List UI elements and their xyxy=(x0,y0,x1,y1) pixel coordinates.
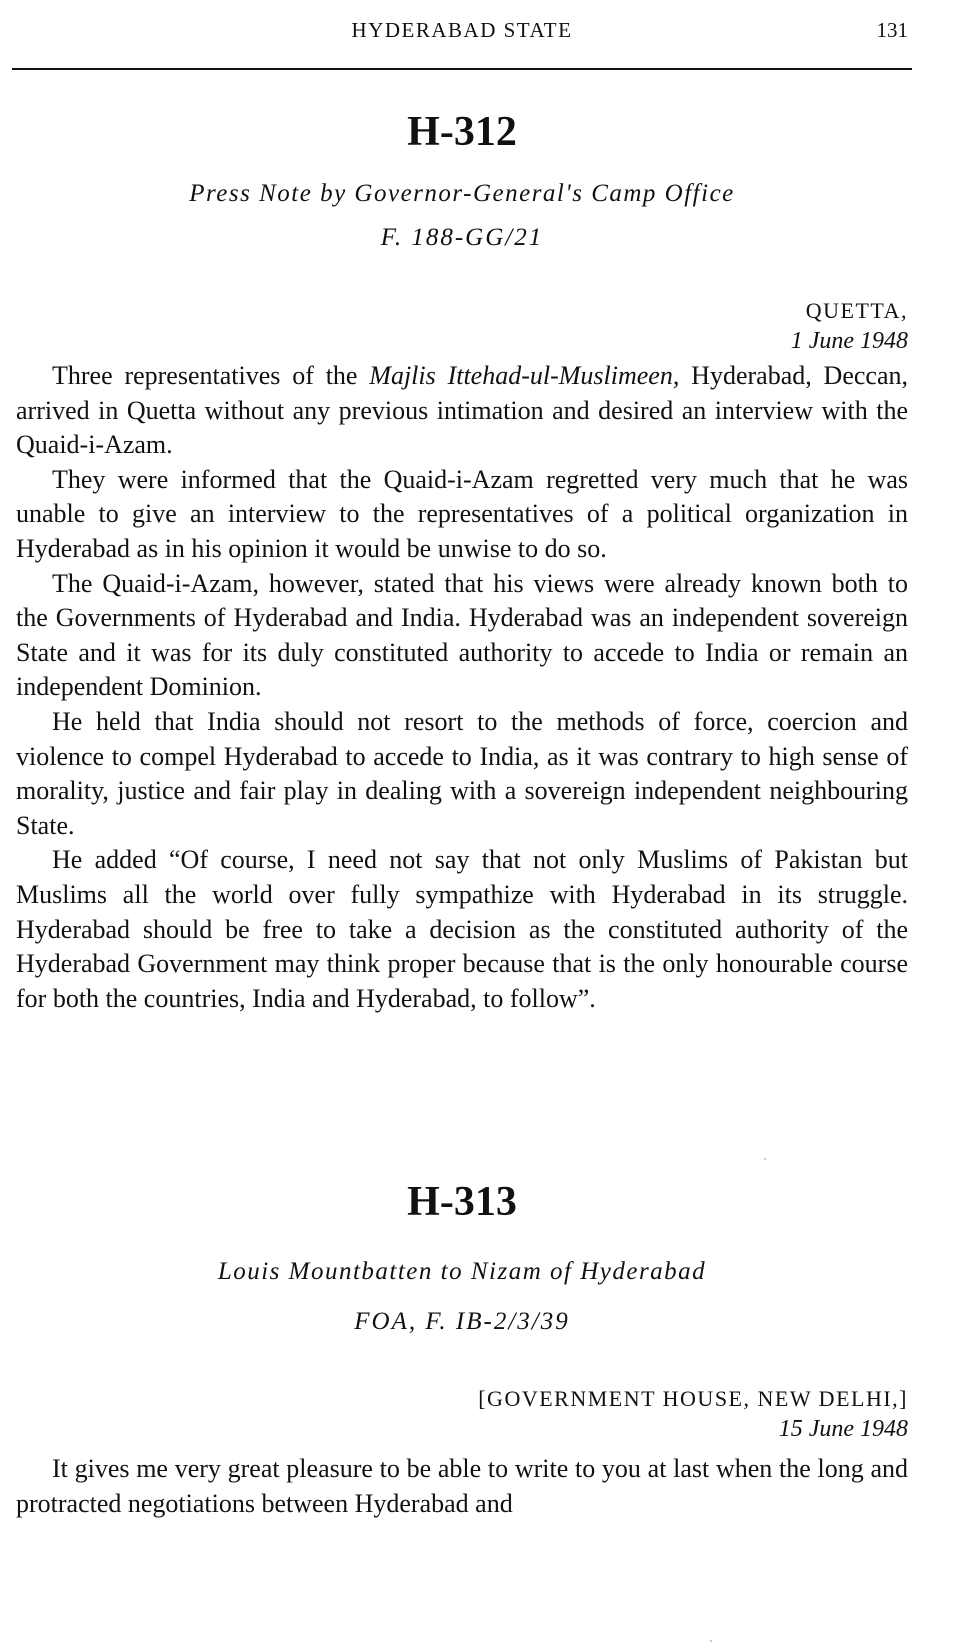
body-paragraph: It gives me very great pleasure to be able to write to you at last when the long and protracted negotiations between Hyderabad and xyxy=(16,1454,908,1518)
dateline-place: [GOVERNMENT HOUSE, NEW DELHI,] xyxy=(478,1386,908,1411)
dateline-date: 15 June 1948 xyxy=(778,1416,908,1442)
page-number: 131 xyxy=(876,18,908,42)
paper-speck xyxy=(710,1640,712,1642)
document-h313 xyxy=(16,1178,908,1521)
dateline-place: QUETTA, xyxy=(805,298,908,323)
document-h312 xyxy=(16,108,908,1016)
paragraph-text: Hyderabad, Deccan, arrived in Quetta without any previous intimation and desired an interview with the Quaid-i-Azam. xyxy=(16,361,908,460)
italic-term: Majlis Ittehad-ul-Muslimeen, xyxy=(369,361,680,390)
running-head xyxy=(16,18,908,46)
book-page xyxy=(16,0,908,1651)
body-paragraph: The Quaid-i-Azam, however, stated that his views were already known both to the Governments of Hyderabad and India. Hyderabad was an independent sovereign State and it was for its duly constituted authority to accede to India or remain an independent Dominion. xyxy=(16,568,908,702)
document-reference: FOA, F. IB-2/3/39 xyxy=(354,1308,570,1335)
paragraph-text: Three representatives of the xyxy=(52,361,370,390)
paper-speck xyxy=(764,1158,766,1160)
document-description: Press Note by Governor-General's Camp Office xyxy=(189,180,735,207)
document-reference: F. 188-GG/21 xyxy=(380,224,544,251)
body-paragraph: They were informed that the Quaid-i-Azam regretted very much that he was unable to give an interview to the representatives of a political organization in Hyderabad as in his opinion it would be unwise to do so. xyxy=(16,464,908,563)
body-paragraph xyxy=(16,359,908,463)
document-description: Louis Mountbatten to Nizam of Hyderabad xyxy=(217,1258,707,1285)
document-number: H-312 xyxy=(407,109,517,155)
document-number: H-313 xyxy=(407,1179,517,1225)
header-rule xyxy=(12,68,912,70)
dateline-date: 1 June 1948 xyxy=(790,328,908,354)
running-title: HYDERABAD STATE xyxy=(351,18,573,42)
body-paragraph: He held that India should not resort to the methods of force, coercion and violence to compel Hyderabad to accede to India, as it was contrary to high sense of morality, justice and fair play in dealing with a sovereign independent neighbouring State. xyxy=(16,706,908,840)
body-paragraph: He added “Of course, I need not say that not only Muslims of Pakistan but Muslims all the world over fully sympathize with Hyderabad in its struggle. Hyderabad should be free to take a decision as the constituted authority of the Hyderabad Government may think proper because that is the only honourable course for both the countries, India and Hyderabad, to follow”. xyxy=(16,845,908,1013)
